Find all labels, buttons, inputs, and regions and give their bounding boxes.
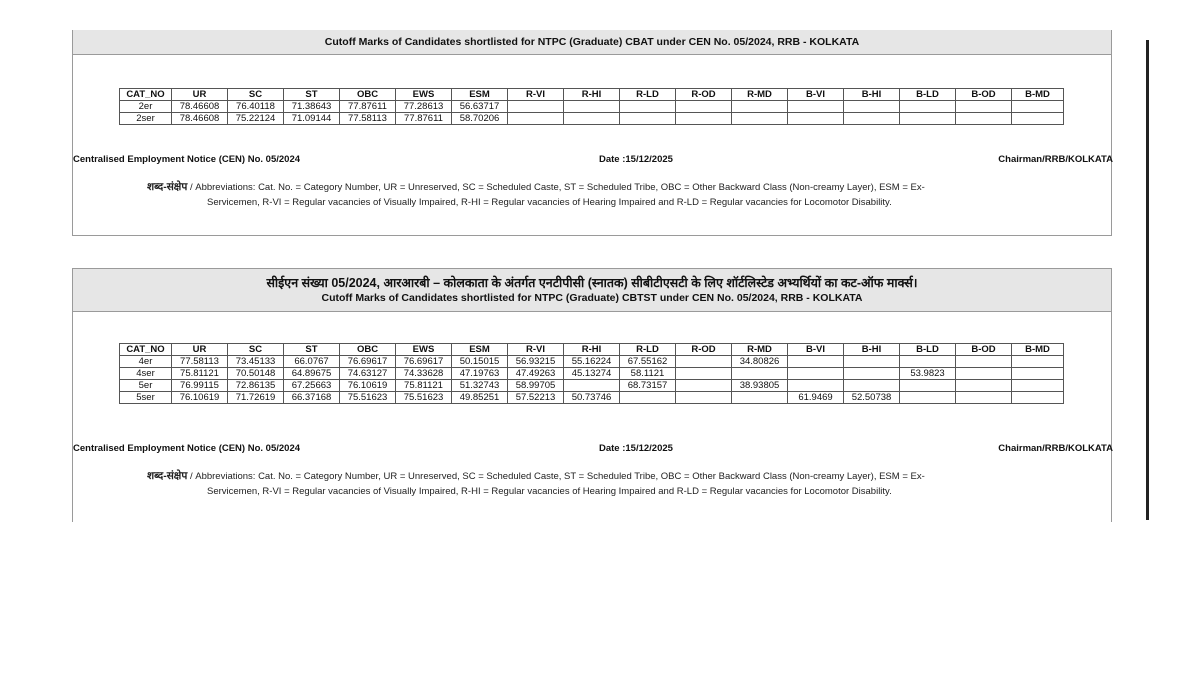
column-header: R-MD	[732, 344, 788, 356]
panel-header	[73, 30, 1111, 55]
abbr-hindi-label: शब्द-संक्षेप	[147, 470, 188, 482]
cutoff-cell	[844, 368, 900, 380]
cutoff-cell: 53.9823	[900, 368, 956, 380]
column-header: B-OD	[956, 89, 1012, 101]
cutoff-cell	[844, 113, 900, 125]
cutoff-cell: 78.46608	[172, 101, 228, 113]
cutoff-cell: 77.58113	[340, 113, 396, 125]
cutoff-cell: 67.25663	[284, 380, 340, 392]
table-header-row	[120, 89, 1064, 101]
cutoff-cell	[508, 101, 564, 113]
category-cell: 2er	[120, 101, 172, 113]
column-header: UR	[172, 344, 228, 356]
cutoff-cell: 73.45133	[228, 356, 284, 368]
column-header: R-OD	[676, 344, 732, 356]
cutoff-cell	[676, 392, 732, 404]
cutoff-cell: 56.93215	[508, 356, 564, 368]
cutoff-cell	[788, 113, 844, 125]
column-header: ESM	[452, 344, 508, 356]
cutoff-cell: 61.9469	[788, 392, 844, 404]
cutoff-cell	[676, 356, 732, 368]
category-cell: 2ser	[120, 113, 172, 125]
cutoff-cell	[1012, 101, 1064, 113]
cutoff-cell	[1012, 380, 1064, 392]
cutoff-cell: 45.13274	[564, 368, 620, 380]
cutoff-cell: 76.10619	[172, 392, 228, 404]
cutoff-cell	[956, 101, 1012, 113]
chairman-signature: Chairman/RRB/KOLKATA	[998, 154, 1113, 165]
column-header: R-HI	[564, 344, 620, 356]
cutoff-cell: 49.85251	[452, 392, 508, 404]
cutoff-cell: 71.09144	[284, 113, 340, 125]
cutoff-table	[119, 88, 1064, 125]
cutoff-cell	[900, 101, 956, 113]
cutoff-cell: 58.99705	[508, 380, 564, 392]
cutoff-cell	[900, 392, 956, 404]
column-header: B-HI	[844, 89, 900, 101]
cutoff-cell: 76.69617	[396, 356, 452, 368]
column-header: B-LD	[900, 89, 956, 101]
cen-number: Centralised Employment Notice (CEN) No. 05/2024	[73, 443, 301, 454]
table-row	[120, 380, 1064, 392]
notice-footer	[73, 443, 1113, 457]
cutoff-cell	[956, 113, 1012, 125]
column-header: EWS	[396, 344, 452, 356]
cutoff-cell	[732, 392, 788, 404]
cutoff-cell	[1012, 392, 1064, 404]
category-cell: 4er	[120, 356, 172, 368]
cutoff-cell	[620, 113, 676, 125]
cutoff-cell: 70.50148	[228, 368, 284, 380]
cutoff-cell: 34.80826	[732, 356, 788, 368]
cutoff-cell: 66.37168	[284, 392, 340, 404]
cutoff-cell: 71.72619	[228, 392, 284, 404]
column-header: R-OD	[676, 89, 732, 101]
table-header-row	[120, 344, 1064, 356]
column-header: B-MD	[1012, 89, 1064, 101]
column-header: CAT_NO	[120, 89, 172, 101]
cutoff-cell	[564, 380, 620, 392]
panel-title-en: Cutoff Marks of Candidates shortlisted for NTPC (Graduate) CBAT under CEN No. 05/2024, RRB - KOLKATA	[324, 36, 860, 48]
cutoff-cell: 76.69617	[340, 356, 396, 368]
abbr-line-1: / Abbreviations: Cat. No. = Category Number, UR = Unreserved, SC = Scheduled Caste, ST = Scheduled Tribe, OBC = Other Backward Class (Non-creamy Layer), ESM = Ex-	[187, 471, 925, 482]
cutoff-cell	[1012, 368, 1064, 380]
cutoff-cell: 64.89675	[284, 368, 340, 380]
panel-title-hi: सीईएन संख्या 05/2024, आरआरबी – कोलकाता के अंतर्गत एनटीपीसी (स्नातक) सीबीटीएसटी के लिए शॉर्टलिस्टेड अभ्यर्थियों का कट-ऑफ मार्क्स।	[266, 276, 918, 290]
cutoff-cell: 77.58113	[172, 356, 228, 368]
cutoff-cell	[788, 368, 844, 380]
cutoff-cell: 56.63717	[452, 101, 508, 113]
column-header: R-MD	[732, 89, 788, 101]
cutoff-cell: 50.15015	[452, 356, 508, 368]
cutoff-cell: 78.46608	[172, 113, 228, 125]
cutoff-cell: 52.50738	[844, 392, 900, 404]
cutoff-cell	[508, 113, 564, 125]
cutoff-cell: 66.0767	[284, 356, 340, 368]
cutoff-cell: 76.10619	[340, 380, 396, 392]
cutoff-cell	[564, 113, 620, 125]
column-header: SC	[228, 344, 284, 356]
cutoff-cell	[732, 368, 788, 380]
cutoff-cell	[900, 113, 956, 125]
cutoff-cell	[620, 392, 676, 404]
cutoff-cell: 50.73746	[564, 392, 620, 404]
cutoff-cell: 58.1121	[620, 368, 676, 380]
cutoff-cell: 68.73157	[620, 380, 676, 392]
cutoff-cell	[788, 101, 844, 113]
column-header: SC	[228, 89, 284, 101]
cutoff-cell: 74.63127	[340, 368, 396, 380]
column-header: B-MD	[1012, 344, 1064, 356]
cutoff-cell	[676, 380, 732, 392]
table-row	[120, 356, 1064, 368]
table-row	[120, 101, 1064, 113]
column-header: R-VI	[508, 344, 564, 356]
panel-title-en: Cutoff Marks of Candidates shortlisted for NTPC (Graduate) CBTST under CEN No. 05/2024, RRB - KOLKATA	[321, 292, 863, 304]
column-header: EWS	[396, 89, 452, 101]
cutoff-cell: 51.32743	[452, 380, 508, 392]
cutoff-cell: 57.52213	[508, 392, 564, 404]
table-row	[120, 113, 1064, 125]
abbreviations-note	[73, 180, 1113, 210]
cen-number: Centralised Employment Notice (CEN) No. 05/2024	[73, 154, 301, 165]
cutoff-cell	[1012, 113, 1064, 125]
cutoff-cell	[900, 356, 956, 368]
cutoff-cell: 55.16224	[564, 356, 620, 368]
column-header: ESM	[452, 89, 508, 101]
notice-date: Date :15/12/2025	[599, 443, 673, 454]
cutoff-cell: 72.86135	[228, 380, 284, 392]
cutoff-cell: 75.81121	[172, 368, 228, 380]
cutoff-cell	[732, 101, 788, 113]
cutoff-cell	[1012, 356, 1064, 368]
column-header: ST	[284, 89, 340, 101]
notice-footer	[73, 154, 1113, 168]
cutoff-cell: 58.70206	[452, 113, 508, 125]
cutoff-table	[119, 343, 1064, 404]
cutoff-cell	[676, 101, 732, 113]
cutoff-cell: 77.87611	[396, 113, 452, 125]
cutoff-cell	[676, 113, 732, 125]
cutoff-cell	[844, 101, 900, 113]
category-cell: 4ser	[120, 368, 172, 380]
cbat-cutoff-panel	[72, 30, 1112, 236]
page-edge-scrollbar[interactable]	[1146, 40, 1149, 520]
cutoff-cell: 75.51623	[396, 392, 452, 404]
abbr-line-2: Servicemen, R-VI = Regular vacancies of Visually Impaired, R-HI = Regular vacancies of Hearing Impaired and R-LD = Regular vacancies for Locomotor Disability.	[207, 486, 892, 497]
cutoff-cell: 75.81121	[396, 380, 452, 392]
column-header: OBC	[340, 344, 396, 356]
cutoff-cell: 67.55162	[620, 356, 676, 368]
cutoff-cell	[900, 380, 956, 392]
category-cell: 5er	[120, 380, 172, 392]
cutoff-cell	[564, 101, 620, 113]
column-header: B-HI	[844, 344, 900, 356]
abbr-hindi-label: शब्द-संक्षेप	[147, 181, 188, 193]
column-header: CAT_NO	[120, 344, 172, 356]
notice-date: Date :15/12/2025	[599, 154, 673, 165]
column-header: R-VI	[508, 89, 564, 101]
cutoff-cell: 75.51623	[340, 392, 396, 404]
abbr-line-1: / Abbreviations: Cat. No. = Category Number, UR = Unreserved, SC = Scheduled Caste, ST = Scheduled Tribe, OBC = Other Backward Class (Non-creamy Layer), ESM = Ex-	[187, 182, 925, 193]
table-row	[120, 368, 1064, 380]
column-header: R-LD	[620, 344, 676, 356]
table-row	[120, 392, 1064, 404]
cutoff-cell	[844, 356, 900, 368]
cutoff-cell: 38.93805	[732, 380, 788, 392]
category-cell: 5ser	[120, 392, 172, 404]
column-header: B-OD	[956, 344, 1012, 356]
cutoff-cell: 76.99115	[172, 380, 228, 392]
cutoff-cell	[956, 368, 1012, 380]
cbtst-cutoff-panel	[72, 268, 1112, 522]
cutoff-cell	[620, 101, 676, 113]
cutoff-cell	[956, 356, 1012, 368]
column-header: R-LD	[620, 89, 676, 101]
cutoff-cell	[956, 392, 1012, 404]
column-header: B-VI	[788, 89, 844, 101]
cutoff-cell: 77.87611	[340, 101, 396, 113]
column-header: B-LD	[900, 344, 956, 356]
cutoff-cell: 74.33628	[396, 368, 452, 380]
cutoff-cell	[788, 380, 844, 392]
column-header: B-VI	[788, 344, 844, 356]
cutoff-cell	[844, 380, 900, 392]
panel-header	[73, 269, 1111, 312]
cutoff-cell: 71.38643	[284, 101, 340, 113]
cutoff-cell	[788, 356, 844, 368]
cutoff-cell: 75.22124	[228, 113, 284, 125]
cutoff-cell	[676, 368, 732, 380]
cutoff-cell	[732, 113, 788, 125]
cutoff-cell	[956, 380, 1012, 392]
cutoff-cell: 76.40118	[228, 101, 284, 113]
cutoff-cell: 47.49263	[508, 368, 564, 380]
cutoff-cell: 47.19763	[452, 368, 508, 380]
column-header: R-HI	[564, 89, 620, 101]
column-header: ST	[284, 344, 340, 356]
cutoff-cell: 77.28613	[396, 101, 452, 113]
abbreviations-note	[73, 469, 1113, 499]
abbr-line-2: Servicemen, R-VI = Regular vacancies of Visually Impaired, R-HI = Regular vacancies of Hearing Impaired and R-LD = Regular vacancies for Locomotor Disability.	[207, 197, 892, 208]
column-header: OBC	[340, 89, 396, 101]
chairman-signature: Chairman/RRB/KOLKATA	[998, 443, 1113, 454]
column-header: UR	[172, 89, 228, 101]
